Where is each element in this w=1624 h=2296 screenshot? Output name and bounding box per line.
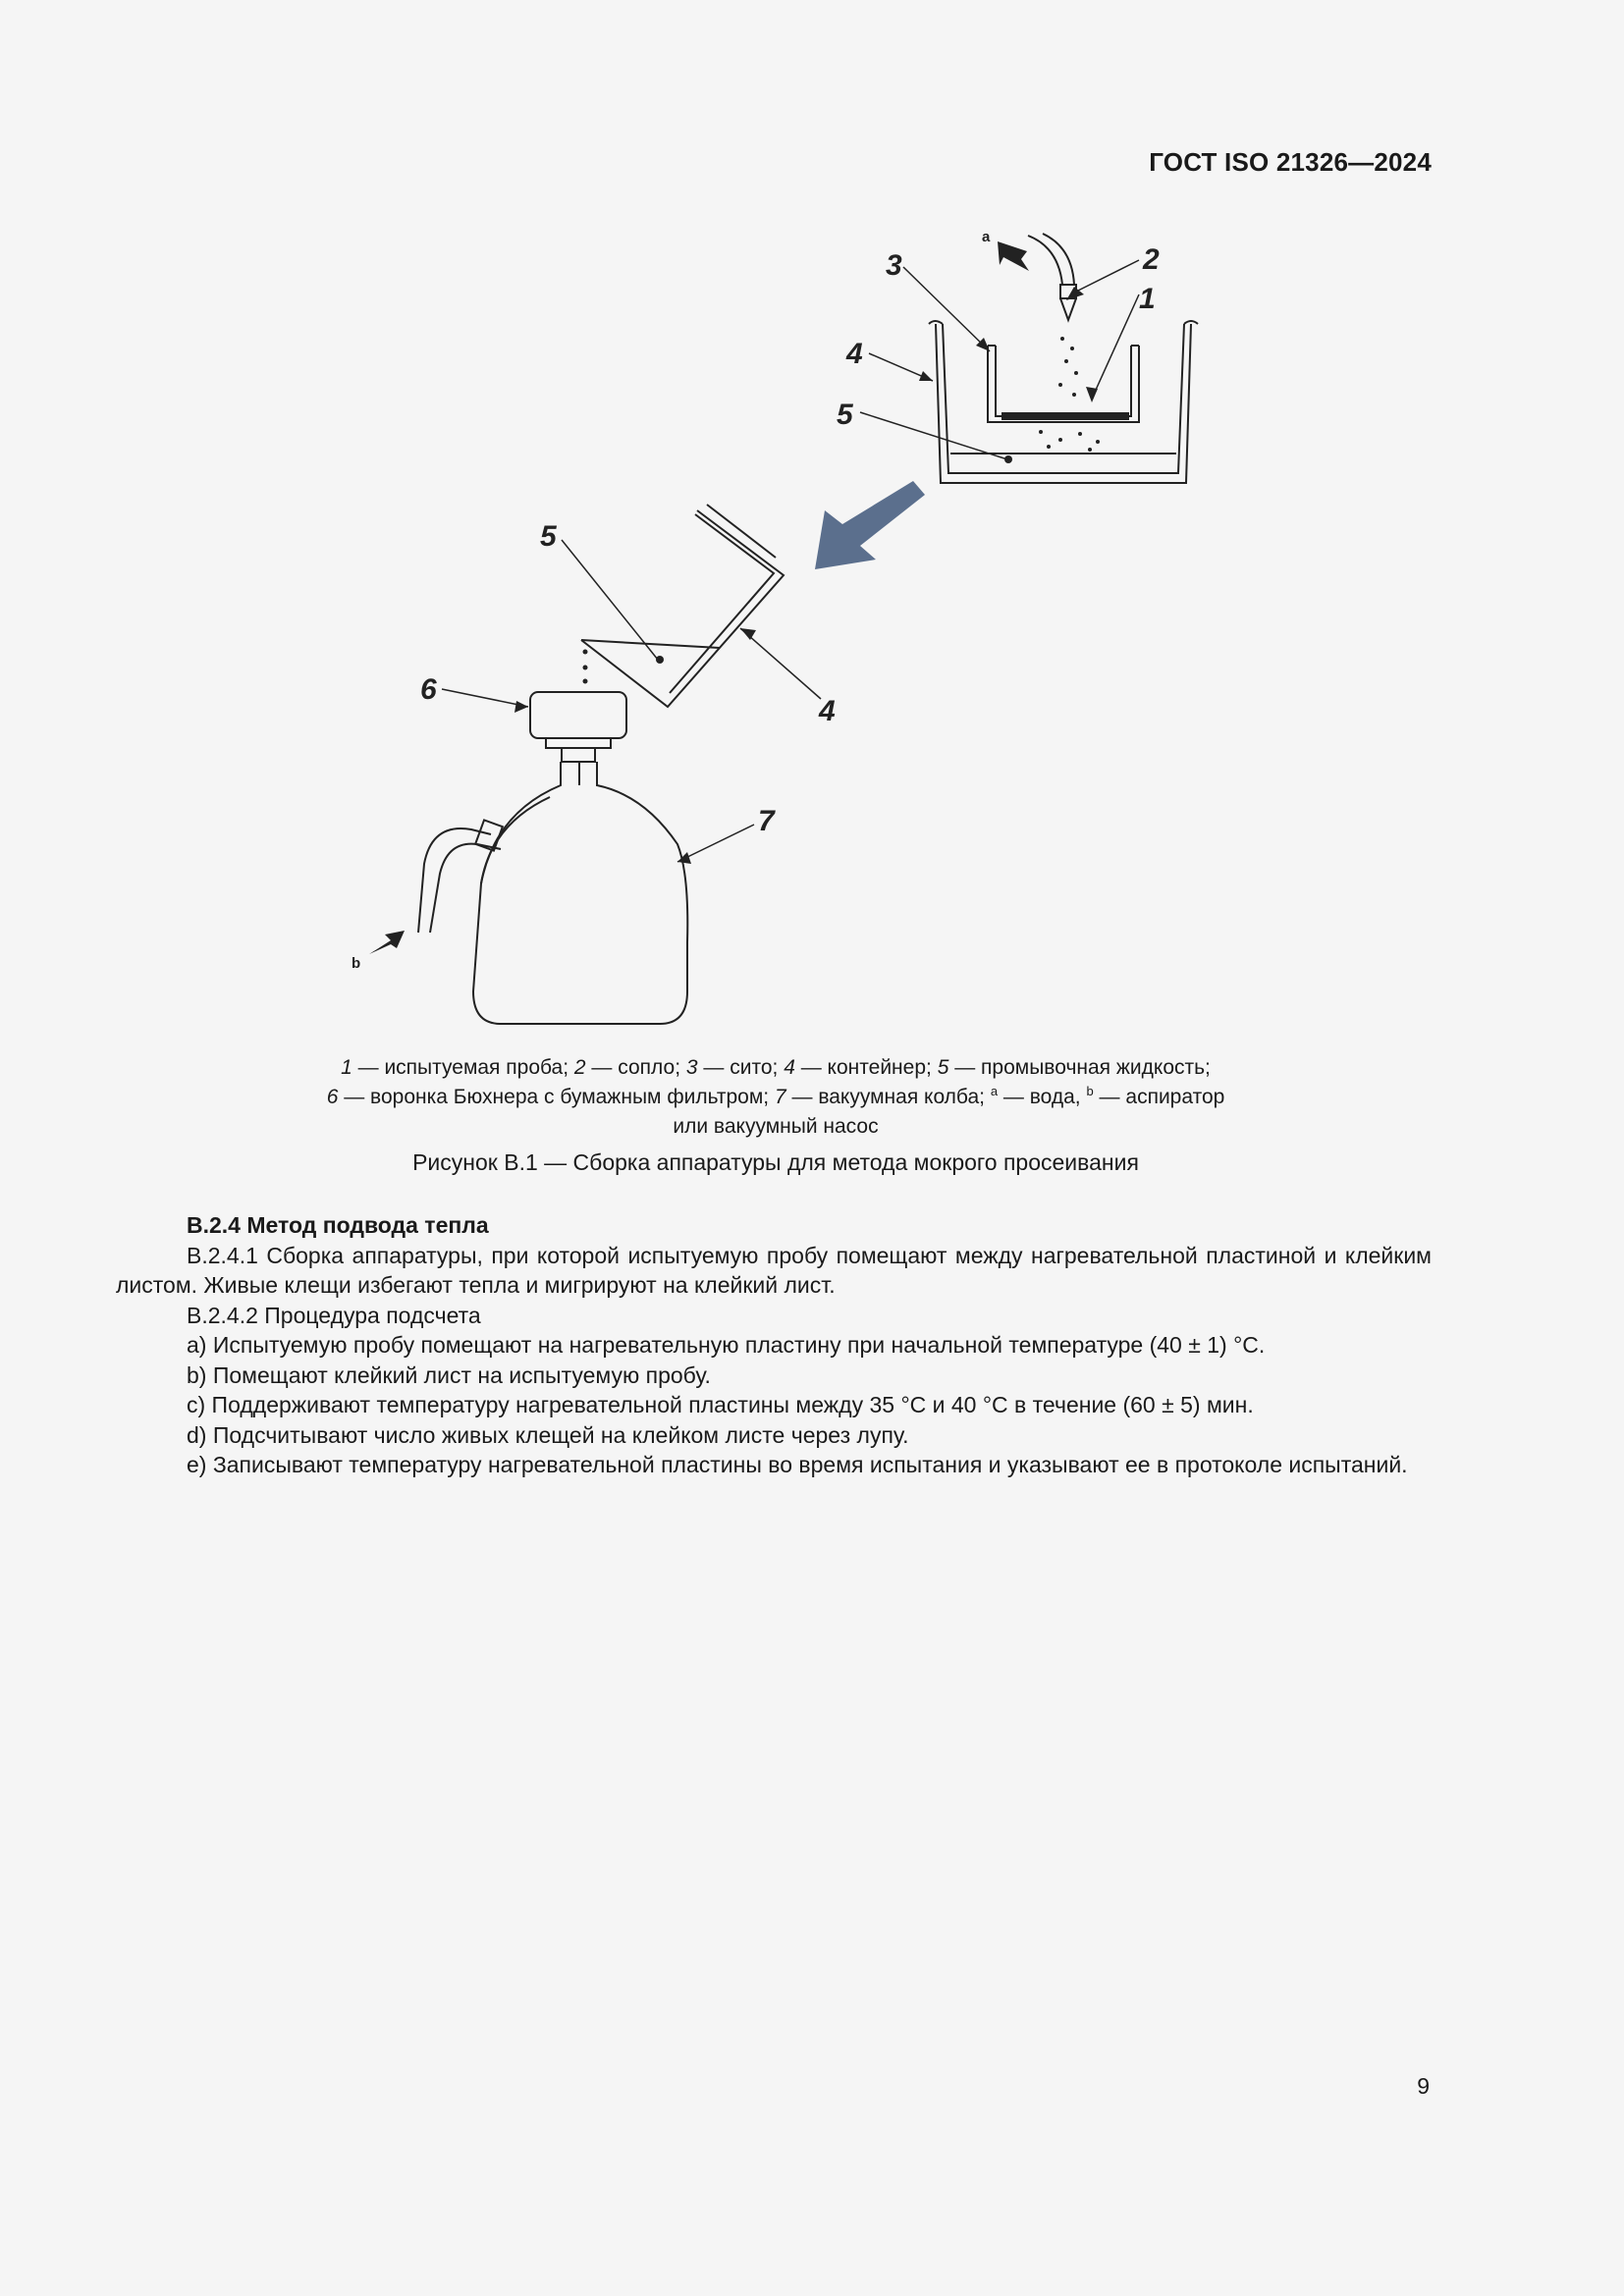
label-7: 7	[758, 805, 775, 837]
label-4-mid: 4	[819, 695, 836, 727]
label-4-top: 4	[846, 338, 863, 370]
aspirator-arrow	[369, 931, 405, 954]
document-id-header: ГОСТ ISO 21326—2024	[1149, 147, 1432, 177]
tilted-container	[581, 505, 784, 707]
water-inlet-arrow	[998, 241, 1029, 271]
apparatus-figure	[334, 226, 1218, 1041]
transfer-arrow	[815, 481, 925, 569]
paragraph-b241: В.2.4.1 Сборка аппаратуры, при которой испытуемую пробу помещают между нагревательной пластиной и клейким листом. Живые клещи избегают тепла и мигрируют на клейкий лист.	[116, 1242, 1432, 1298]
list-item-b: b) Помещают клейкий лист на испытуемую пробу.	[187, 1362, 711, 1388]
label-5-top: 5	[837, 399, 853, 431]
legend-line-3: или вакуумный насос	[673, 1115, 879, 1138]
hose-top	[1028, 234, 1074, 285]
section-title: В.2.4 Метод подвода тепла	[187, 1212, 489, 1238]
figure-caption: Рисунок В.1 — Сборка аппаратуры для метода мокрого просеивания	[412, 1149, 1139, 1175]
test-sample	[1001, 412, 1129, 420]
label-3: 3	[886, 249, 902, 282]
container-outline	[929, 321, 1198, 483]
apparatus-diagram	[334, 226, 1218, 1041]
page-number: 9	[1417, 2073, 1430, 2099]
vacuum-flask	[473, 762, 687, 1024]
figure-legend	[196, 1053, 1355, 1142]
list-item-a: a) Испытуемую пробу помещают на нагревательную пластину при начальной температуре (40 ± 1) °C.	[187, 1332, 1266, 1358]
section-body	[116, 1210, 1432, 1480]
label-2: 2	[1143, 243, 1160, 276]
legend-line-2: 6 — воронка Бюхнера с бумажным фильтром; 7 — вакуумная колба; $^a$ — вода, $^b$ — аспиратор	[326, 1084, 1225, 1108]
list-item-c: c) Поддерживают температуру нагревательной пластины между 35 °C и 40 °C в течение (60 ± 5) мин.	[187, 1392, 1254, 1417]
legend-line-1: 1 — испытуемая проба; 2 — сопло; 3 — сито; 4 — контейнер; 5 — промывочная жидкость;	[341, 1056, 1211, 1079]
label-1: 1	[1139, 283, 1156, 315]
label-5-mid: 5	[540, 520, 557, 553]
paragraph-b242: В.2.4.2 Процедура подсчета	[187, 1302, 481, 1328]
list-item-e: e) Записывают температуру нагревательной пластины во время испытания и указывают ее в протоколе испытаний.	[187, 1452, 1408, 1477]
label-6: 6	[420, 673, 437, 706]
spray-drops	[583, 337, 1101, 684]
label-b: b	[352, 955, 361, 972]
list-item-d: d) Подсчитывают число живых клещей на клейком листе через лупу.	[187, 1421, 909, 1448]
vacuum-hose	[418, 828, 501, 933]
sieve	[988, 346, 1139, 422]
buchner-funnel	[530, 692, 626, 738]
label-a: a	[982, 229, 991, 245]
